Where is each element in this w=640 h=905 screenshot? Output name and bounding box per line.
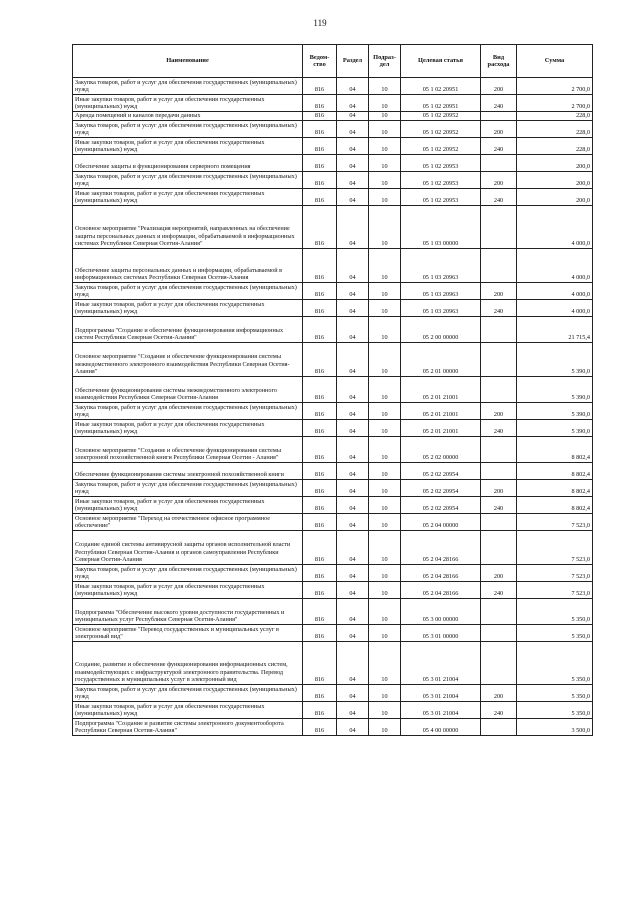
cell-expense-type xyxy=(481,155,517,172)
cell-subsection: 10 xyxy=(369,283,401,300)
cell-department: 816 xyxy=(303,497,337,514)
table-row xyxy=(73,420,593,437)
cell-expense-type: 240 xyxy=(481,702,517,719)
table-row xyxy=(73,403,593,420)
cell-subsection: 10 xyxy=(369,625,401,642)
table-row xyxy=(73,78,593,95)
cell-department: 816 xyxy=(303,343,337,377)
cell-section: 04 xyxy=(337,582,369,599)
cell-department: 816 xyxy=(303,420,337,437)
header-name: Наименование xyxy=(73,45,303,78)
cell-name: Закупка товаров, работ и услуг для обеспечения государственных (муниципальных) нужд xyxy=(73,565,303,582)
cell-name: Основное мероприятие "Создание и обеспечение функционирования системы электронной похозяйственной книги Республики Северная Осетия - Алания" xyxy=(73,437,303,463)
cell-subsection: 10 xyxy=(369,403,401,420)
cell-department: 816 xyxy=(303,599,337,625)
cell-target-article: 05 1 02 20951 xyxy=(401,95,481,112)
table-row xyxy=(73,599,593,625)
cell-expense-type: 200 xyxy=(481,480,517,497)
cell-target-article: 05 1 02 20951 xyxy=(401,78,481,95)
cell-subsection: 10 xyxy=(369,565,401,582)
table-row xyxy=(73,377,593,403)
cell-section: 04 xyxy=(337,206,369,249)
cell-target-article: 05 2 00 00000 xyxy=(401,317,481,343)
cell-department: 816 xyxy=(303,300,337,317)
table-row xyxy=(73,480,593,497)
cell-section: 04 xyxy=(337,685,369,702)
cell-subsection: 10 xyxy=(369,437,401,463)
cell-target-article: 05 2 01 00000 xyxy=(401,343,481,377)
cell-subsection: 10 xyxy=(369,112,401,121)
cell-subsection: 10 xyxy=(369,531,401,565)
table-row xyxy=(73,138,593,155)
cell-amount: 5 390,0 xyxy=(517,403,593,420)
cell-target-article: 05 2 02 20954 xyxy=(401,480,481,497)
cell-subsection: 10 xyxy=(369,300,401,317)
cell-expense-type: 240 xyxy=(481,95,517,112)
cell-department: 816 xyxy=(303,702,337,719)
cell-amount: 4 000,0 xyxy=(517,300,593,317)
table-row xyxy=(73,249,593,283)
cell-section: 04 xyxy=(337,78,369,95)
cell-department: 816 xyxy=(303,437,337,463)
cell-expense-type: 200 xyxy=(481,121,517,138)
cell-subsection: 10 xyxy=(369,514,401,531)
table-row xyxy=(73,565,593,582)
cell-department: 816 xyxy=(303,112,337,121)
cell-subsection: 10 xyxy=(369,206,401,249)
cell-subsection: 10 xyxy=(369,343,401,377)
cell-department: 816 xyxy=(303,377,337,403)
cell-name: Обеспечение функционирования системы межведомственного электронного взаимодействия Республики Северная Осетия-Алания xyxy=(73,377,303,403)
cell-section: 04 xyxy=(337,599,369,625)
cell-name: Закупка товаров, работ и услуг для обеспечения государственных (муниципальных) нужд xyxy=(73,121,303,138)
cell-department: 816 xyxy=(303,249,337,283)
cell-section: 04 xyxy=(337,95,369,112)
cell-subsection: 10 xyxy=(369,172,401,189)
cell-name: Основное мероприятие "Переход на отечественное офисное программное обеспечение" xyxy=(73,514,303,531)
table-row xyxy=(73,155,593,172)
cell-expense-type: 200 xyxy=(481,403,517,420)
table-row xyxy=(73,531,593,565)
cell-section: 04 xyxy=(337,283,369,300)
cell-section: 04 xyxy=(337,403,369,420)
cell-name: Иные закупки товаров, работ и услуг для обеспечения государственных (муниципальных) нужд xyxy=(73,420,303,437)
cell-amount: 7 523,0 xyxy=(517,582,593,599)
cell-section: 04 xyxy=(337,189,369,206)
table-row xyxy=(73,343,593,377)
cell-subsection: 10 xyxy=(369,121,401,138)
header-subsection: Подраз-дел xyxy=(369,45,401,78)
cell-department: 816 xyxy=(303,685,337,702)
cell-subsection: 10 xyxy=(369,189,401,206)
cell-target-article: 05 1 02 20953 xyxy=(401,172,481,189)
cell-name: Обеспечение функционирования системы электронной похозяйственной книги xyxy=(73,463,303,480)
cell-subsection: 10 xyxy=(369,642,401,685)
cell-section: 04 xyxy=(337,642,369,685)
cell-subsection: 10 xyxy=(369,249,401,283)
cell-target-article: 05 2 04 28166 xyxy=(401,531,481,565)
cell-name: Подпрограмма "Создание и развитие системы электронного документооборота Республики Северная Осетия-Алания" xyxy=(73,719,303,736)
cell-department: 816 xyxy=(303,283,337,300)
cell-department: 816 xyxy=(303,480,337,497)
cell-amount: 7 523,0 xyxy=(517,531,593,565)
cell-expense-type: 200 xyxy=(481,283,517,300)
cell-department: 816 xyxy=(303,95,337,112)
cell-expense-type xyxy=(481,317,517,343)
cell-name: Основное мероприятие "Перевод государственных и муниципальных услуг в электронный вид" xyxy=(73,625,303,642)
cell-expense-type: 240 xyxy=(481,497,517,514)
table-row xyxy=(73,206,593,249)
cell-amount: 5 350,0 xyxy=(517,702,593,719)
table-row xyxy=(73,283,593,300)
cell-amount: 228,0 xyxy=(517,138,593,155)
cell-target-article: 05 2 04 28166 xyxy=(401,582,481,599)
cell-expense-type xyxy=(481,343,517,377)
cell-department: 816 xyxy=(303,138,337,155)
cell-section: 04 xyxy=(337,155,369,172)
cell-expense-type xyxy=(481,642,517,685)
table-row xyxy=(73,642,593,685)
cell-target-article: 05 3 00 00000 xyxy=(401,599,481,625)
cell-amount: 5 390,0 xyxy=(517,377,593,403)
cell-department: 816 xyxy=(303,565,337,582)
cell-target-article: 05 3 01 21004 xyxy=(401,685,481,702)
cell-department: 816 xyxy=(303,206,337,249)
cell-section: 04 xyxy=(337,497,369,514)
cell-amount: 2 700,0 xyxy=(517,95,593,112)
cell-name: Аренда помещений и каналов передачи данных xyxy=(73,112,303,121)
cell-name: Иные закупки товаров, работ и услуг для обеспечения государственных (муниципальных) нужд xyxy=(73,95,303,112)
cell-amount: 8 802,4 xyxy=(517,480,593,497)
cell-name: Иные закупки товаров, работ и услуг для обеспечения государственных (муниципальных) нужд xyxy=(73,300,303,317)
cell-section: 04 xyxy=(337,463,369,480)
cell-section: 04 xyxy=(337,531,369,565)
table-row xyxy=(73,625,593,642)
cell-subsection: 10 xyxy=(369,480,401,497)
table-row xyxy=(73,317,593,343)
cell-target-article: 05 1 02 20952 xyxy=(401,121,481,138)
budget-table xyxy=(72,44,593,736)
table-row xyxy=(73,300,593,317)
cell-section: 04 xyxy=(337,480,369,497)
cell-target-article: 05 1 03 00000 xyxy=(401,206,481,249)
cell-amount: 8 802,4 xyxy=(517,463,593,480)
cell-section: 04 xyxy=(337,565,369,582)
cell-target-article: 05 1 03 20963 xyxy=(401,283,481,300)
cell-target-article: 05 1 03 20963 xyxy=(401,300,481,317)
cell-section: 04 xyxy=(337,249,369,283)
table-row xyxy=(73,121,593,138)
cell-department: 816 xyxy=(303,121,337,138)
cell-name: Закупка товаров, работ и услуг для обеспечения государственных (муниципальных) нужд xyxy=(73,403,303,420)
cell-section: 04 xyxy=(337,121,369,138)
cell-expense-type xyxy=(481,112,517,121)
cell-target-article: 05 3 01 21004 xyxy=(401,642,481,685)
cell-target-article: 05 3 01 00000 xyxy=(401,625,481,642)
cell-amount: 5 350,0 xyxy=(517,685,593,702)
cell-expense-type: 200 xyxy=(481,685,517,702)
cell-amount: 200,0 xyxy=(517,172,593,189)
cell-expense-type xyxy=(481,206,517,249)
cell-subsection: 10 xyxy=(369,155,401,172)
cell-amount: 7 523,0 xyxy=(517,514,593,531)
table-row xyxy=(73,463,593,480)
table-row xyxy=(73,172,593,189)
cell-name: Закупка товаров, работ и услуг для обеспечения государственных (муниципальных) нужд xyxy=(73,685,303,702)
cell-section: 04 xyxy=(337,437,369,463)
cell-subsection: 10 xyxy=(369,497,401,514)
cell-target-article: 05 1 02 20953 xyxy=(401,155,481,172)
cell-name: Иные закупки товаров, работ и услуг для обеспечения государственных (муниципальных) нужд xyxy=(73,189,303,206)
cell-section: 04 xyxy=(337,138,369,155)
cell-section: 04 xyxy=(337,702,369,719)
cell-subsection: 10 xyxy=(369,78,401,95)
cell-subsection: 10 xyxy=(369,317,401,343)
cell-department: 816 xyxy=(303,403,337,420)
cell-expense-type: 200 xyxy=(481,78,517,95)
cell-department: 816 xyxy=(303,514,337,531)
cell-expense-type xyxy=(481,377,517,403)
cell-target-article: 05 2 01 21001 xyxy=(401,403,481,420)
header-department: Ведом-ство xyxy=(303,45,337,78)
cell-amount: 5 350,0 xyxy=(517,625,593,642)
cell-target-article: 05 1 03 20963 xyxy=(401,249,481,283)
cell-target-article: 05 2 02 20954 xyxy=(401,463,481,480)
cell-expense-type: 240 xyxy=(481,138,517,155)
cell-expense-type: 240 xyxy=(481,300,517,317)
cell-name: Основное мероприятие "Реализация мероприятий, направленных на обеспечение защиты персональных данных и информации, обрабатываемой в информационных системах Республики Северная Осетия-Алания" xyxy=(73,206,303,249)
cell-subsection: 10 xyxy=(369,719,401,736)
cell-name: Закупка товаров, работ и услуг для обеспечения государственных (муниципальных) нужд xyxy=(73,283,303,300)
cell-section: 04 xyxy=(337,112,369,121)
cell-amount: 2 700,0 xyxy=(517,78,593,95)
cell-name: Закупка товаров, работ и услуг для обеспечения государственных (муниципальных) нужд xyxy=(73,172,303,189)
table-row xyxy=(73,514,593,531)
cell-amount: 200,0 xyxy=(517,189,593,206)
table-header-row xyxy=(73,45,593,78)
cell-department: 816 xyxy=(303,642,337,685)
cell-expense-type: 240 xyxy=(481,189,517,206)
cell-target-article: 05 2 04 00000 xyxy=(401,514,481,531)
cell-subsection: 10 xyxy=(369,138,401,155)
cell-target-article: 05 2 02 00000 xyxy=(401,437,481,463)
header-expense-type: Вид расхода xyxy=(481,45,517,78)
cell-expense-type xyxy=(481,625,517,642)
cell-name: Иные закупки товаров, работ и услуг для обеспечения государственных (муниципальных) нужд xyxy=(73,702,303,719)
table-row xyxy=(73,189,593,206)
cell-amount: 5 390,0 xyxy=(517,343,593,377)
cell-expense-type xyxy=(481,463,517,480)
cell-amount: 4 000,0 xyxy=(517,283,593,300)
cell-subsection: 10 xyxy=(369,582,401,599)
table-row xyxy=(73,112,593,121)
cell-expense-type xyxy=(481,437,517,463)
cell-amount: 4 000,0 xyxy=(517,249,593,283)
cell-department: 816 xyxy=(303,155,337,172)
cell-target-article: 05 4 00 00000 xyxy=(401,719,481,736)
header-section: Раздел xyxy=(337,45,369,78)
cell-section: 04 xyxy=(337,317,369,343)
cell-section: 04 xyxy=(337,172,369,189)
cell-subsection: 10 xyxy=(369,377,401,403)
cell-target-article: 05 1 02 20952 xyxy=(401,112,481,121)
cell-department: 816 xyxy=(303,531,337,565)
cell-name: Подпрограмма "Создание и обеспечение функционирования информационных систем Республики Северная Осетия-Алания" xyxy=(73,317,303,343)
cell-expense-type: 200 xyxy=(481,172,517,189)
cell-amount: 228,0 xyxy=(517,121,593,138)
cell-subsection: 10 xyxy=(369,685,401,702)
cell-section: 04 xyxy=(337,300,369,317)
table-row xyxy=(73,95,593,112)
cell-expense-type: 240 xyxy=(481,582,517,599)
cell-name: Обеспечение защиты персональных данных и информации, обрабатываемой в информационных системах Республики Северная Осетия-Алания xyxy=(73,249,303,283)
cell-amount: 228,0 xyxy=(517,112,593,121)
cell-target-article: 05 2 01 21001 xyxy=(401,377,481,403)
cell-target-article: 05 2 02 20954 xyxy=(401,497,481,514)
cell-expense-type xyxy=(481,249,517,283)
table-row xyxy=(73,437,593,463)
cell-expense-type xyxy=(481,531,517,565)
table-row xyxy=(73,685,593,702)
table-row xyxy=(73,719,593,736)
cell-section: 04 xyxy=(337,719,369,736)
cell-amount: 200,0 xyxy=(517,155,593,172)
cell-amount: 5 350,0 xyxy=(517,599,593,625)
cell-department: 816 xyxy=(303,189,337,206)
cell-amount: 4 000,0 xyxy=(517,206,593,249)
cell-amount: 5 390,0 xyxy=(517,420,593,437)
cell-expense-type xyxy=(481,514,517,531)
cell-expense-type: 240 xyxy=(481,420,517,437)
cell-department: 816 xyxy=(303,172,337,189)
cell-section: 04 xyxy=(337,625,369,642)
cell-amount: 5 350,0 xyxy=(517,642,593,685)
cell-expense-type: 200 xyxy=(481,565,517,582)
cell-target-article: 05 1 02 20952 xyxy=(401,138,481,155)
cell-amount: 8 802,4 xyxy=(517,497,593,514)
cell-subsection: 10 xyxy=(369,599,401,625)
cell-expense-type xyxy=(481,719,517,736)
cell-target-article: 05 1 02 20953 xyxy=(401,189,481,206)
header-target-article: Целевая статья xyxy=(401,45,481,78)
cell-name: Закупка товаров, работ и услуг для обеспечения государственных (муниципальных) нужд xyxy=(73,78,303,95)
cell-section: 04 xyxy=(337,514,369,531)
cell-name: Закупка товаров, работ и услуг для обеспечения государственных (муниципальных) нужд xyxy=(73,480,303,497)
cell-section: 04 xyxy=(337,343,369,377)
cell-target-article: 05 2 01 21001 xyxy=(401,420,481,437)
cell-amount: 8 802,4 xyxy=(517,437,593,463)
cell-subsection: 10 xyxy=(369,702,401,719)
cell-amount: 21 715,4 xyxy=(517,317,593,343)
cell-subsection: 10 xyxy=(369,95,401,112)
cell-department: 816 xyxy=(303,719,337,736)
cell-expense-type xyxy=(481,599,517,625)
cell-department: 816 xyxy=(303,582,337,599)
cell-department: 816 xyxy=(303,78,337,95)
table-row xyxy=(73,582,593,599)
cell-name: Иные закупки товаров, работ и услуг для обеспечения государственных (муниципальных) нужд xyxy=(73,138,303,155)
cell-subsection: 10 xyxy=(369,463,401,480)
cell-amount: 7 523,0 xyxy=(517,565,593,582)
cell-amount: 3 500,0 xyxy=(517,719,593,736)
cell-target-article: 05 2 04 28166 xyxy=(401,565,481,582)
cell-department: 816 xyxy=(303,463,337,480)
cell-name: Иные закупки товаров, работ и услуг для обеспечения государственных (муниципальных) нужд xyxy=(73,582,303,599)
page-number: 119 xyxy=(313,18,327,28)
cell-target-article: 05 3 01 21004 xyxy=(401,702,481,719)
cell-name: Подпрограмма "Обеспечение высокого уровня доступности государственных и муниципальных услуг Республики Северная Осетия-Алания" xyxy=(73,599,303,625)
cell-name: Основное мероприятие "Создание и обеспечение функционирования системы межведомственного электронного взаимодействия Республики Северная Осетия-Алания" xyxy=(73,343,303,377)
cell-name: Обеспечение защиты и функционирования серверного помещения xyxy=(73,155,303,172)
cell-name: Создание единой системы антивирусной защиты органов исполнительной власти Республики Северная Осетия-Алания и органов самоуправления Республики Северная Осетия-Алания xyxy=(73,531,303,565)
cell-subsection: 10 xyxy=(369,420,401,437)
table-row xyxy=(73,702,593,719)
cell-section: 04 xyxy=(337,377,369,403)
header-amount: Сумма xyxy=(517,45,593,78)
cell-department: 816 xyxy=(303,625,337,642)
cell-section: 04 xyxy=(337,420,369,437)
cell-name: Иные закупки товаров, работ и услуг для обеспечения государственных (муниципальных) нужд xyxy=(73,497,303,514)
cell-name: Создание, развитие и обеспечение функционирования информационных систем, взаимодействующих с инфраструктурой электронного правительства. Перевод государственных и муниципальных услуг в электронный вид xyxy=(73,642,303,685)
table-row xyxy=(73,497,593,514)
cell-department: 816 xyxy=(303,317,337,343)
